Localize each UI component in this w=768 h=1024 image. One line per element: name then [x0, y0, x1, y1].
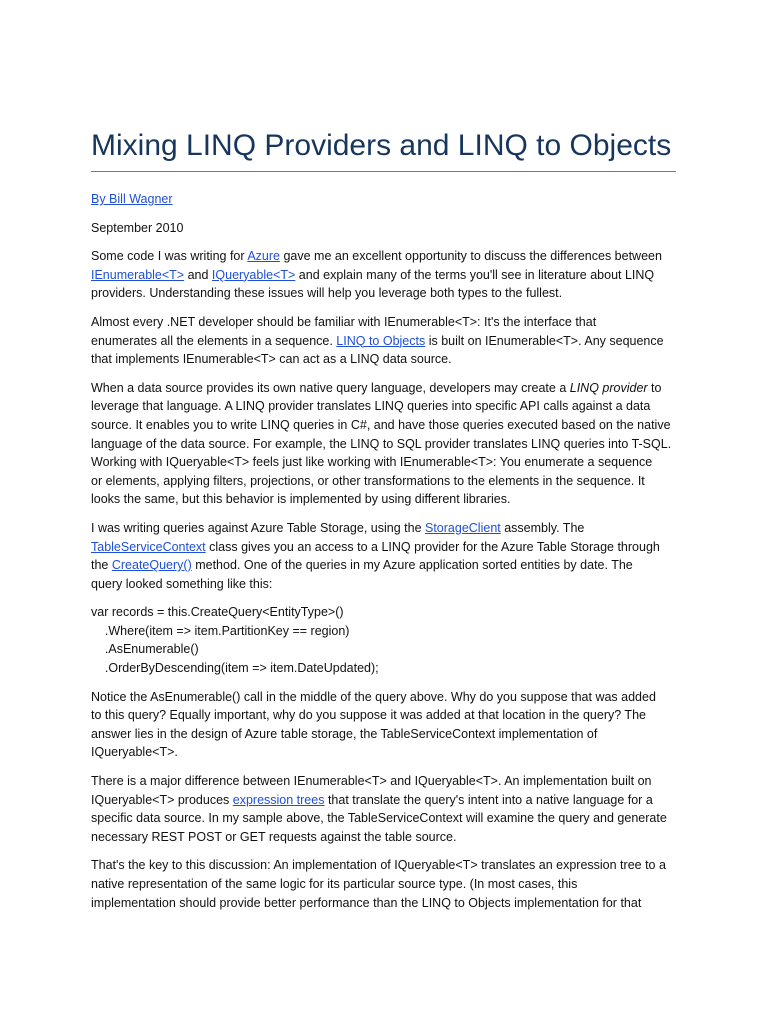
p4-line-2	[91, 540, 660, 554]
paragraph-1	[91, 247, 681, 303]
publish-date: September 2010	[91, 220, 184, 235]
p5-line-3: answer lies in the design of Azure table storage, the TableServiceContext implementation of	[91, 726, 598, 741]
text: the	[91, 558, 112, 573]
text: class gives you an access to a LINQ provider for the Azure Table Storage through	[205, 539, 660, 554]
p1-line-2	[91, 268, 654, 282]
p2-line-2	[91, 334, 664, 348]
p6-line-3: specific data source. In my sample above, the TableServiceContext will examine the query and generate	[91, 811, 667, 826]
paragraph-4	[91, 519, 681, 593]
p6-line-2	[91, 793, 653, 807]
p4-line-3	[91, 558, 633, 572]
paragraph-5	[91, 688, 681, 762]
paragraph-2	[91, 313, 681, 369]
paragraph-7	[91, 856, 681, 912]
p5-line-4: IQueryable<T>.	[91, 745, 178, 760]
p5-line-2: to this query? Equally important, why do you suppose it was added at that location in the query? The	[91, 708, 646, 723]
text: When a data source provides its own native query language, developers may create a	[91, 380, 570, 395]
author-link[interactable]: By Bill Wagner	[91, 192, 173, 206]
p3-line-1	[91, 381, 661, 395]
text: Some code I was writing for	[91, 249, 248, 264]
iqueryable-link[interactable]: IQueryable<T>	[211, 267, 296, 282]
p7-line-1: That's the key to this discussion: An implementation of IQueryable<T> translates an expression tree to a	[91, 858, 666, 873]
p3-line-7: looks the same, but this behavior is implemented by using different libraries.	[91, 492, 511, 507]
paragraph-6	[91, 772, 681, 846]
code-line-2: .Where(item => item.PartitionKey == region)	[91, 623, 350, 638]
code-line-3: .AsEnumerable()	[91, 642, 199, 657]
text: assembly. The	[500, 520, 585, 535]
createquery-link[interactable]: CreateQuery()	[111, 558, 192, 573]
text: IQueryable<T> produces	[91, 792, 233, 807]
p5-line-1: Notice the AsEnumerable() call in the middle of the query above. Why do you suppose that was added	[91, 689, 656, 704]
p6-line-4: necessary REST POST or GET requests against the table source.	[91, 829, 457, 844]
text: enumerates all the elements in a sequence.	[91, 333, 337, 348]
p2-line-1: Almost every .NET developer should be familiar with IEnumerable<T>: It's the interface that	[91, 314, 597, 329]
p3-line-3: source. It enables you to write LINQ queries in C#, and have those queries executed based on the native	[91, 417, 671, 432]
azure-link[interactable]: Azure	[247, 249, 280, 264]
text: method. One of the queries in my Azure application sorted entities by date. The	[191, 558, 633, 573]
text: gave me an excellent opportunity to discuss the differences between	[279, 249, 662, 264]
title-divider	[91, 171, 676, 172]
p3-line-2: leverage that language. A LINQ provider translates LINQ queries into specific API calls against a data	[91, 399, 651, 414]
linq-provider-term: LINQ provider	[569, 380, 648, 395]
text: that translate the query's intent into a native language for a	[324, 792, 653, 807]
tableservicecontext-link[interactable]: TableServiceContext	[91, 539, 206, 554]
code-sample	[91, 603, 681, 677]
text: to	[647, 380, 662, 395]
expression-trees-link[interactable]: expression trees	[232, 792, 325, 807]
paragraph-3	[91, 379, 681, 509]
text: and	[184, 267, 212, 282]
ienumerable-link[interactable]: IEnumerable<T>	[91, 267, 185, 282]
p3-line-5: Working with IQueryable<T> feels just like working with IEnumerable<T>: You enumerate a sequence	[91, 455, 653, 470]
storageclient-link[interactable]: StorageClient	[425, 520, 501, 535]
text: is built on IEnumerable<T>. Any sequence	[425, 333, 664, 348]
p2-line-3: that implements IEnumerable<T> can act as a LINQ data source.	[91, 352, 452, 367]
p4-line-4: query looked something like this:	[91, 576, 273, 591]
article-body	[91, 190, 681, 922]
linq-to-objects-link[interactable]: LINQ to Objects	[336, 333, 426, 348]
p6-line-1: There is a major difference between IEnumerable<T> and IQueryable<T>. An implementation built on	[91, 774, 652, 789]
p3-line-4: language of the data source. For example, the LINQ to SQL provider translates LINQ queries into T-SQL.	[91, 436, 672, 451]
code-line-4: .OrderByDescending(item => item.DateUpdated);	[91, 661, 379, 676]
p7-line-3: implementation should provide better performance than the LINQ to Objects implementation for that	[91, 895, 642, 910]
code-line-1: var records = this.CreateQuery<EntityType>()	[91, 605, 344, 620]
p1-line-3: providers. Understanding these issues will help you leverage both types to the fullest.	[91, 286, 563, 301]
p4-line-1	[91, 521, 584, 535]
p7-line-2: native representation of the same logic for its particular source type. (In most cases, this	[91, 877, 578, 891]
p1-line-1	[91, 249, 662, 263]
text: I was writing queries against Azure Table Storage, using the	[91, 520, 425, 535]
byline	[91, 190, 681, 209]
text: and explain many of the terms you'll see in literature about LINQ	[295, 267, 655, 282]
page-title: Mixing LINQ Providers and LINQ to Objects	[91, 129, 672, 162]
p3-line-6: or elements, applying filters, projections, or other transformations to the elements in the sequence. It	[91, 473, 645, 488]
